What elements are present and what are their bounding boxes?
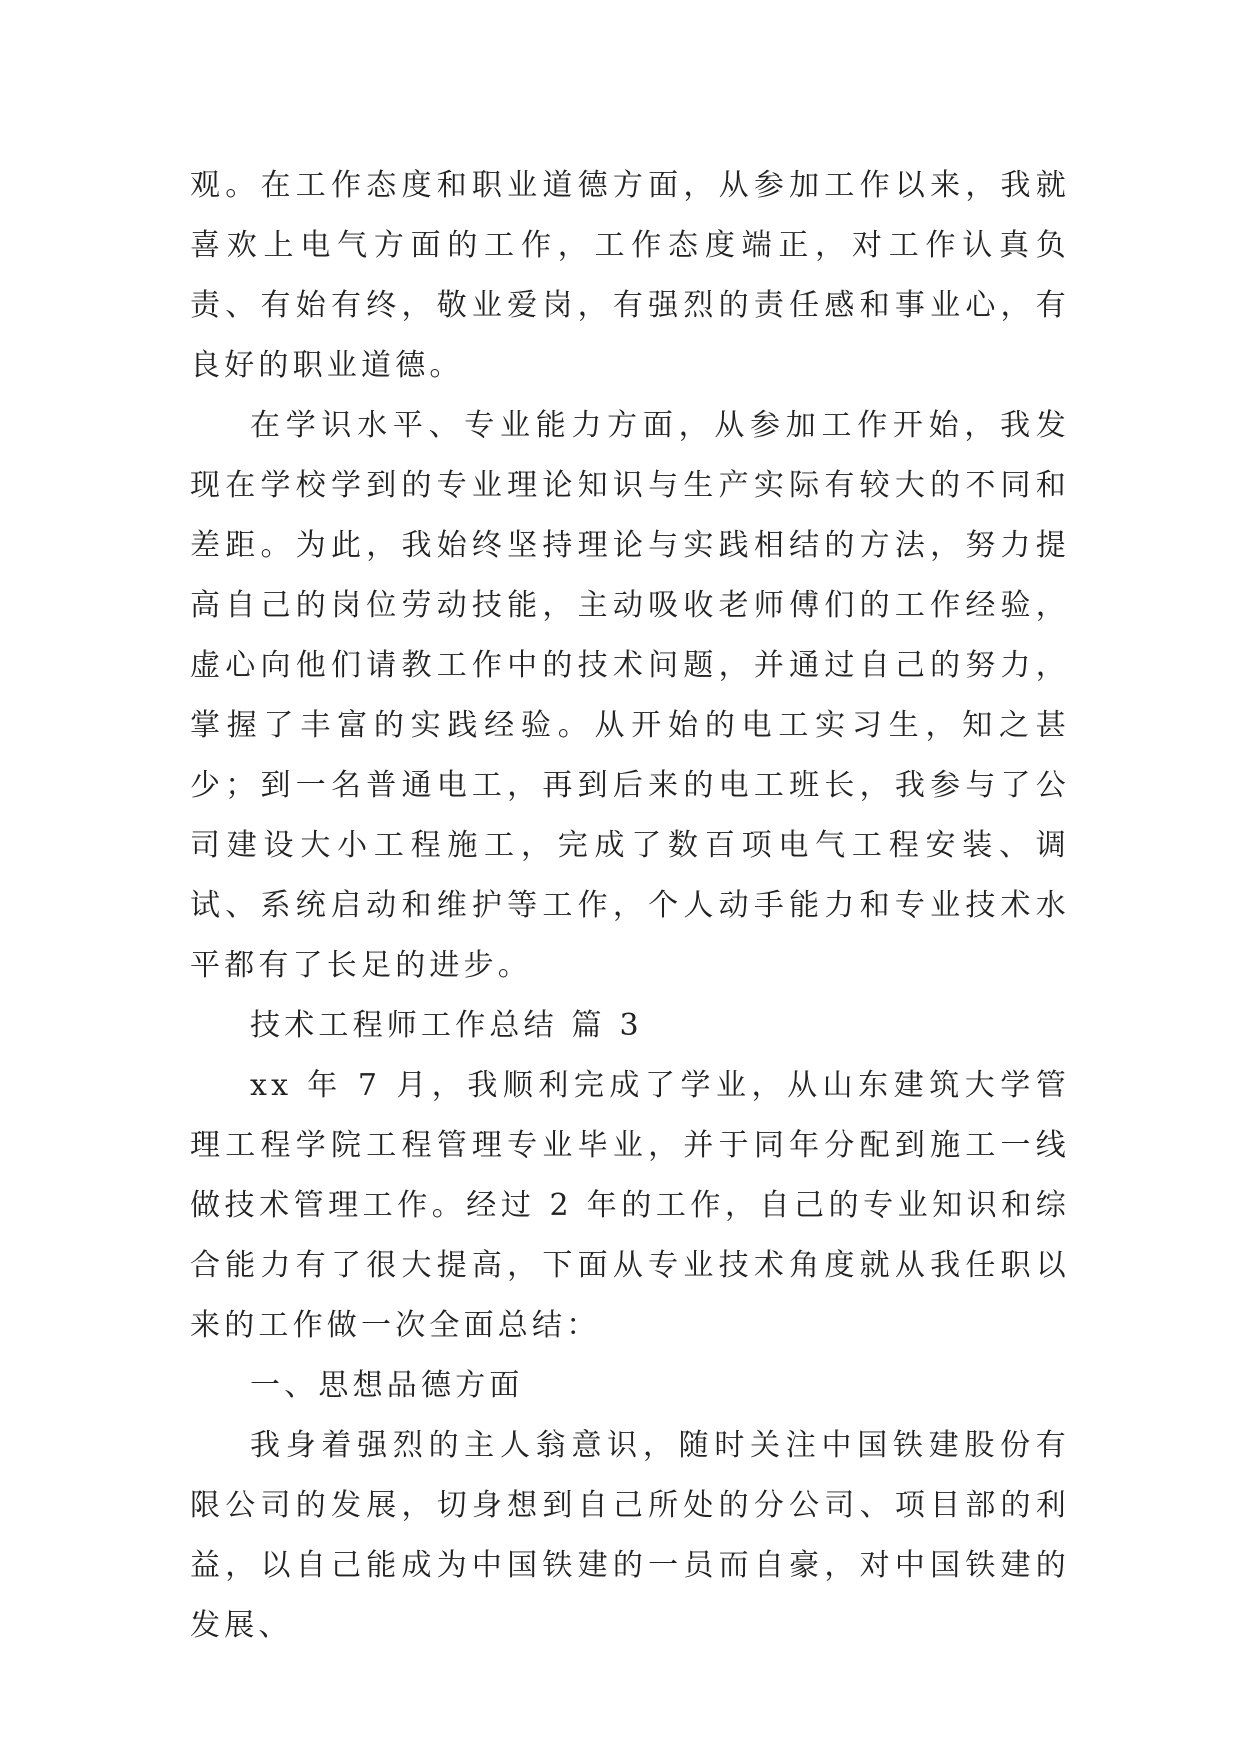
document-body [190,156,1070,1656]
section-title: 技术工程师工作总结 篇 3 [250,1008,643,1043]
paragraph-expertise: 在学识水平、专业能力方面，从参加工作开始，我发现在学校学到的专业理论知识与生产实际有较大的不同和差距。为此，我始终坚持理论与实践相结的方法，努力提高自己的岗位劳动技能，主动吸收老师傅们的工作经验，虚心向他们请教工作中的技术问题，并通过自己的努力，掌握了丰富的实践经验。从开始的电工实习生，知之甚少；到一名普通电工，再到后来的电工班长，我参与了公司建设大小工程施工，完成了数百项电气工程安装、调试、系统启动和维护等工作，个人动手能力和专业技术水平都有了长足的进步。 [190,408,1070,983]
subheading-moral: 一、思想品德方面 [250,1368,524,1403]
paragraph-continuation: 观。在工作态度和职业道德方面，从参加工作以来，我就喜欢上电气方面的工作，工作态度端正，对工作认真负责、有始有终，敬业爱岗，有强烈的责任感和事业心，有良好的职业道德。 [190,168,1070,383]
paragraph-moral: 我身着强烈的主人翁意识，随时关注中国铁建股份有限公司的发展，切身想到自己所处的分公司、项目部的利益，以自己能成为中国铁建的一员而自豪，对中国铁建的发展、 [190,1428,1070,1643]
paragraph-intro: xx 年 7 月，我顺利完成了学业，从山东建筑大学管理工程学院工程管理专业毕业，并于同年分配到施工一线做技术管理工作。经过 2 年的工作，自己的专业知识和综合能力有了很大提高，下面从专业技术角度就从我任职以来的工作做一次全面总结： [190,1068,1070,1343]
